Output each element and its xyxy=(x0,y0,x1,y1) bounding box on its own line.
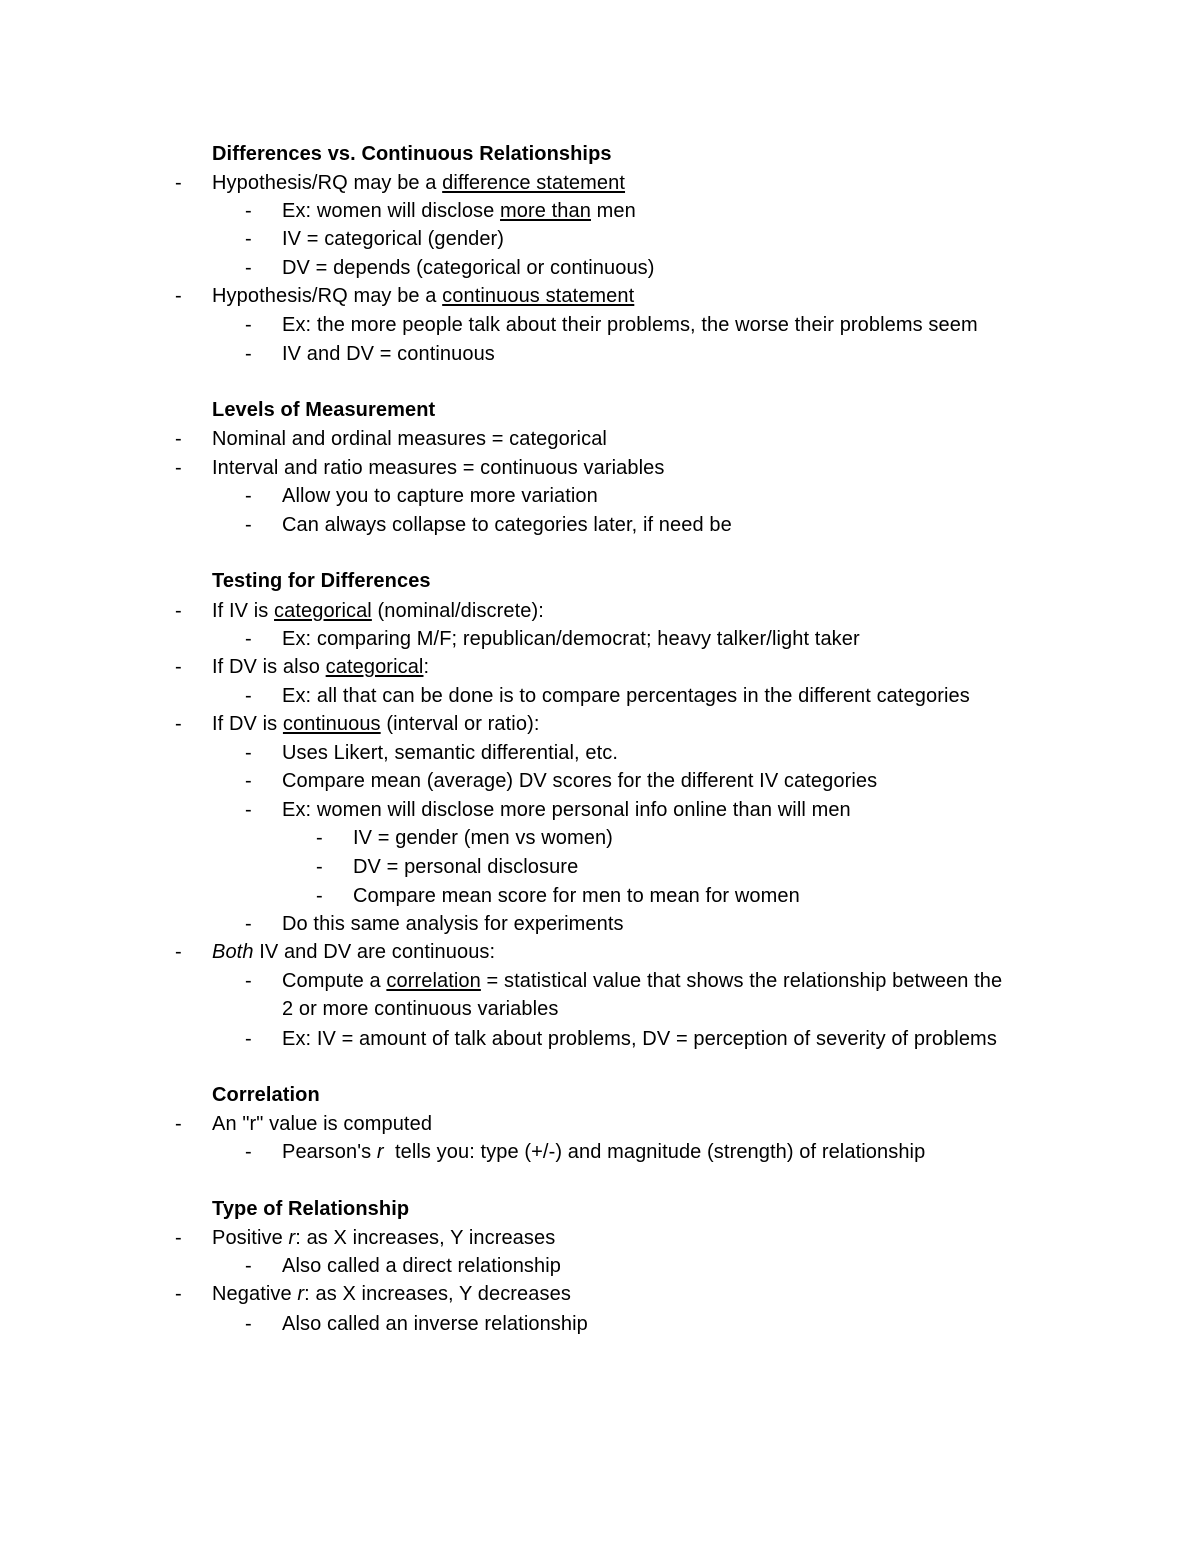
list-item: - Compute a correlation = statistical value that shows the relationship between the xyxy=(245,967,1002,995)
bullet-dash: - xyxy=(245,1255,252,1277)
list-item: - Ex: comparing M/F; republican/democrat; heavy talker/light taker xyxy=(245,625,860,653)
bullet-dash: - xyxy=(245,1028,252,1050)
list-item: - Interval and ratio measures = continuous variables xyxy=(175,454,664,482)
section-heading: Testing for Differences xyxy=(212,570,431,592)
bullet-dash: - xyxy=(245,1313,252,1335)
list-item: - Uses Likert, semantic differential, etc. xyxy=(245,739,618,767)
bullet-dash: - xyxy=(175,941,182,963)
list-item: - If IV is categorical (nominal/discrete): xyxy=(175,597,544,625)
bullet-dash: - xyxy=(175,172,182,194)
bullet-dash: - xyxy=(316,827,323,849)
bullet-dash: - xyxy=(245,257,252,279)
bullet-dash: - xyxy=(245,770,252,792)
bullet-dash: - xyxy=(245,200,252,222)
list-item: - Allow you to capture more variation xyxy=(245,482,598,510)
bullet-dash: - xyxy=(175,428,182,450)
list-item: - Pearson's r tells you: type (+/-) and magnitude (strength) of relationship xyxy=(245,1138,925,1166)
bullet-dash: - xyxy=(175,656,182,678)
bullet-dash: - xyxy=(175,1283,182,1305)
list-item: - Hypothesis/RQ may be a continuous statement xyxy=(175,282,634,310)
list-item: - Nominal and ordinal measures = categorical xyxy=(175,425,607,453)
list-item: - Positive r: as X increases, Y increases xyxy=(175,1224,555,1252)
bullet-dash: - xyxy=(316,856,323,878)
list-item: - Hypothesis/RQ may be a difference statement xyxy=(175,169,625,197)
bullet-dash: - xyxy=(245,1141,252,1163)
bullet-dash: - xyxy=(245,685,252,707)
list-item: - IV = categorical (gender) xyxy=(245,225,504,253)
bullet-dash: - xyxy=(245,314,252,336)
bullet-dash: - xyxy=(245,970,252,992)
list-item: - IV and DV = continuous xyxy=(245,340,495,368)
list-item: - Also called an inverse relationship xyxy=(245,1310,588,1338)
bullet-dash: - xyxy=(175,713,182,735)
bullet-dash: - xyxy=(245,742,252,764)
list-item: - Ex: women will disclose more personal info online than will men xyxy=(245,796,851,824)
list-item: - Ex: women will disclose more than men xyxy=(245,197,636,225)
bullet-dash: - xyxy=(245,913,252,935)
list-item: - Compare mean (average) DV scores for the different IV categories xyxy=(245,767,877,795)
bullet-dash: - xyxy=(175,1113,182,1135)
list-item: - Ex: IV = amount of talk about problems, DV = perception of severity of problems xyxy=(245,1025,997,1053)
list-item: - Ex: the more people talk about their problems, the worse their problems seem xyxy=(245,311,978,339)
bullet-dash: - xyxy=(316,885,323,907)
list-item: - Can always collapse to categories later, if need be xyxy=(245,511,732,539)
list-item: - If DV is continuous (interval or ratio): xyxy=(175,710,539,738)
list-item: - Both IV and DV are continuous: xyxy=(175,938,495,966)
bullet-dash: - xyxy=(175,600,182,622)
list-item: - Do this same analysis for experiments xyxy=(245,910,624,938)
list-item: - Compare mean score for men to mean for women xyxy=(316,882,800,910)
bullet-dash: - xyxy=(245,485,252,507)
bullet-dash: - xyxy=(245,228,252,250)
bullet-dash: - xyxy=(175,1227,182,1249)
list-item: - An "r" value is computed xyxy=(175,1110,432,1138)
section-heading: Type of Relationship xyxy=(212,1198,410,1220)
list-item: - DV = personal disclosure xyxy=(316,853,578,881)
list-item: - Ex: all that can be done is to compare percentages in the different categories xyxy=(245,682,970,710)
bullet-dash: - xyxy=(175,285,182,307)
bullet-dash: - xyxy=(175,457,182,479)
list-item: - IV = gender (men vs women) xyxy=(316,824,613,852)
list-item: - Also called a direct relationship xyxy=(245,1252,561,1280)
list-item: - DV = depends (categorical or continuous) xyxy=(245,254,655,282)
section-heading: Differences vs. Continuous Relationships xyxy=(212,143,612,165)
bullet-dash: - xyxy=(245,628,252,650)
section-heading: Levels of Measurement xyxy=(212,399,436,421)
bullet-dash: - xyxy=(245,343,252,365)
list-item: - If DV is also categorical: xyxy=(175,653,429,681)
bullet-dash: - xyxy=(245,514,252,536)
list-item: - Negative r: as X increases, Y decreases xyxy=(175,1280,571,1308)
section-heading: Correlation xyxy=(212,1084,320,1106)
bullet-dash: - xyxy=(245,799,252,821)
list-item-continuation: 2 or more continuous variables xyxy=(282,998,559,1020)
